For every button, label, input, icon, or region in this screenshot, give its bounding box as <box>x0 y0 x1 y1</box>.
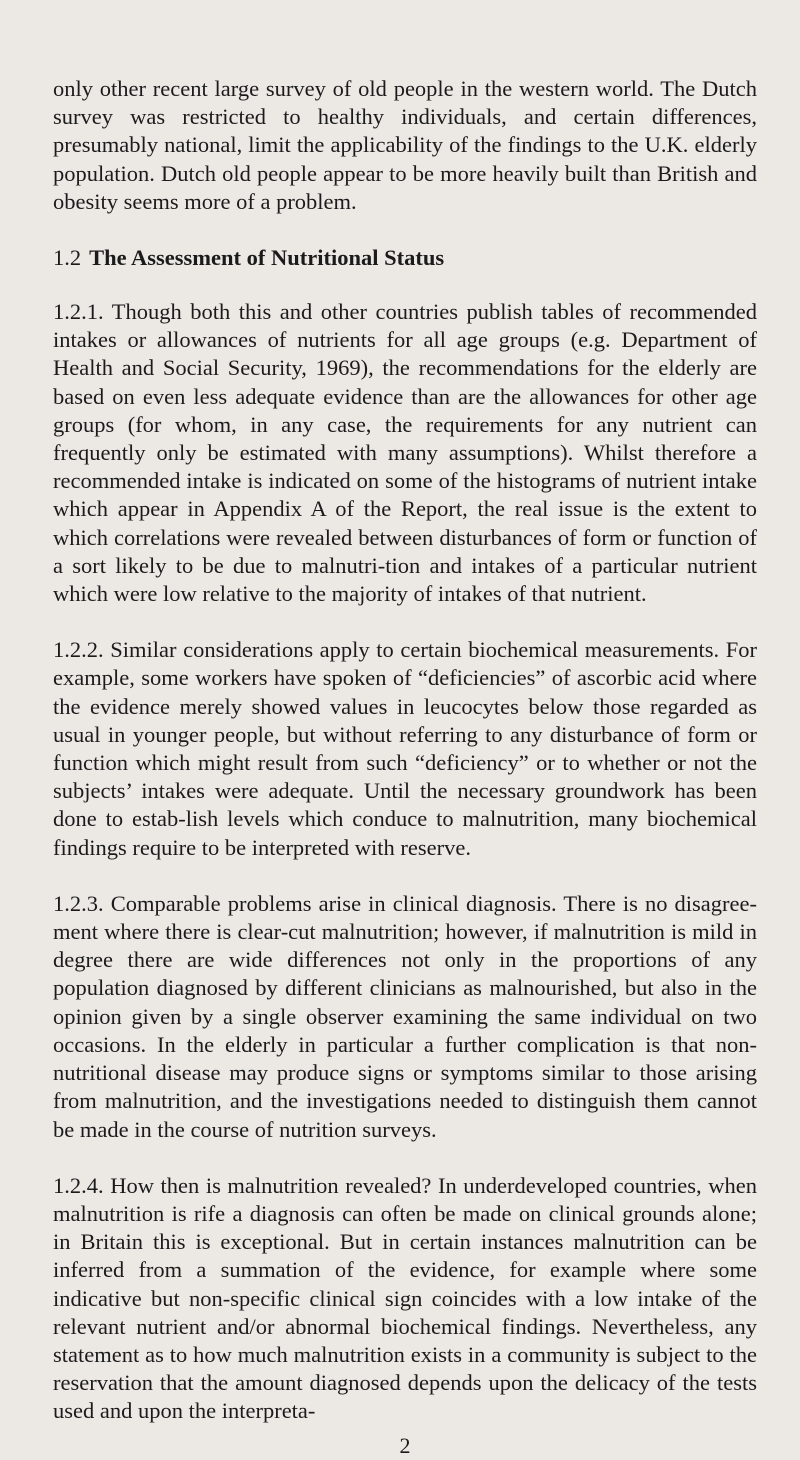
page-number: 2 <box>399 1432 411 1458</box>
paragraph-1-2-3: 1.2.3. Comparable problems arise in clinical diagnosis. There is no disagree-ment where there is clear-cut malnutrition; however, if malnutrition is mild in degree there are wide differences not only in the proportions of any population diagnosed by different clinicians as malnourished, but also in the opinion given by a single observer examining the same individual on two occasions. In the elderly in particular a further complication is that non-nutritional disease may produce signs or symptoms similar to those arising from malnutrition, and the investigations needed to distinguish them cannot be made in the course of nutrition surveys. <box>53 890 757 1142</box>
document-page <box>53 75 757 1460</box>
paragraph-1-2-2: 1.2.2. Similar considerations apply to certain biochemical measurements. For example, some workers have spoken of “deficiencies” of ascorbic acid where the evidence merely showed values in leucocytes below those regarded as usual in younger people, but without referring to any disturbance of form or function which might result from such “deficiency” or to whether or not the subjects’ intakes were adequate. Until the necessary groundwork has been done to estab-lish levels which conduce to malnutrition, many biochemical findings require to be interpreted with reserve. <box>53 637 757 860</box>
intro-paragraph: only other recent large survey of old people in the western world. The Dutch survey was restricted to healthy individuals, and certain differences, presumably national, limit the applicability of the findings to the U.K. elderly population. Dutch old people appear to be more heavily built than British and obesity seems more of a problem. <box>53 76 757 214</box>
section-title: The Assessment of Nutritional Status <box>89 245 445 271</box>
paragraph-1-2-4: 1.2.4. How then is malnutrition revealed? In underdeveloped countries, when malnutrition is rife a diagnosis can often be made on clinical grounds alone; in Britain this is exceptional. But in certain instances malnutrition can be inferred from a summation of the evidence, for example where some indicative but non-specific clinical sign coincides with a low intake of the relevant nutrient and/or abnormal biochemical findings. Nevertheless, any statement as to how much malnutrition exists in a community is subject to the reservation that the amount diagnosed depends upon the delicacy of the tests used and upon the interpreta- <box>53 1172 757 1424</box>
paragraph-1-2-1: 1.2.1. Though both this and other countries publish tables of recommended intakes or allowances of nutrients for all age groups (e.g. Department of Health and Social Security, 1969), the recommendations for the elderly are based on even less adequate evidence than are the allowances for other age groups (for whom, in any case, the requirements for any nutrient can frequently only be estimated with many assumptions). Whilst therefore a recommended intake is indicated on some of the histograms of nutrient intake which appear in Appendix A of the Report, the real issue is the extent to which correlations were revealed between disturbances of form or function of a sort likely to be due to malnutri-tion and intakes of a particular nutrient which were low relative to the majority of intakes of that nutrient. <box>53 299 757 607</box>
section-number: 1.2 <box>53 245 82 271</box>
section-heading <box>53 244 757 272</box>
